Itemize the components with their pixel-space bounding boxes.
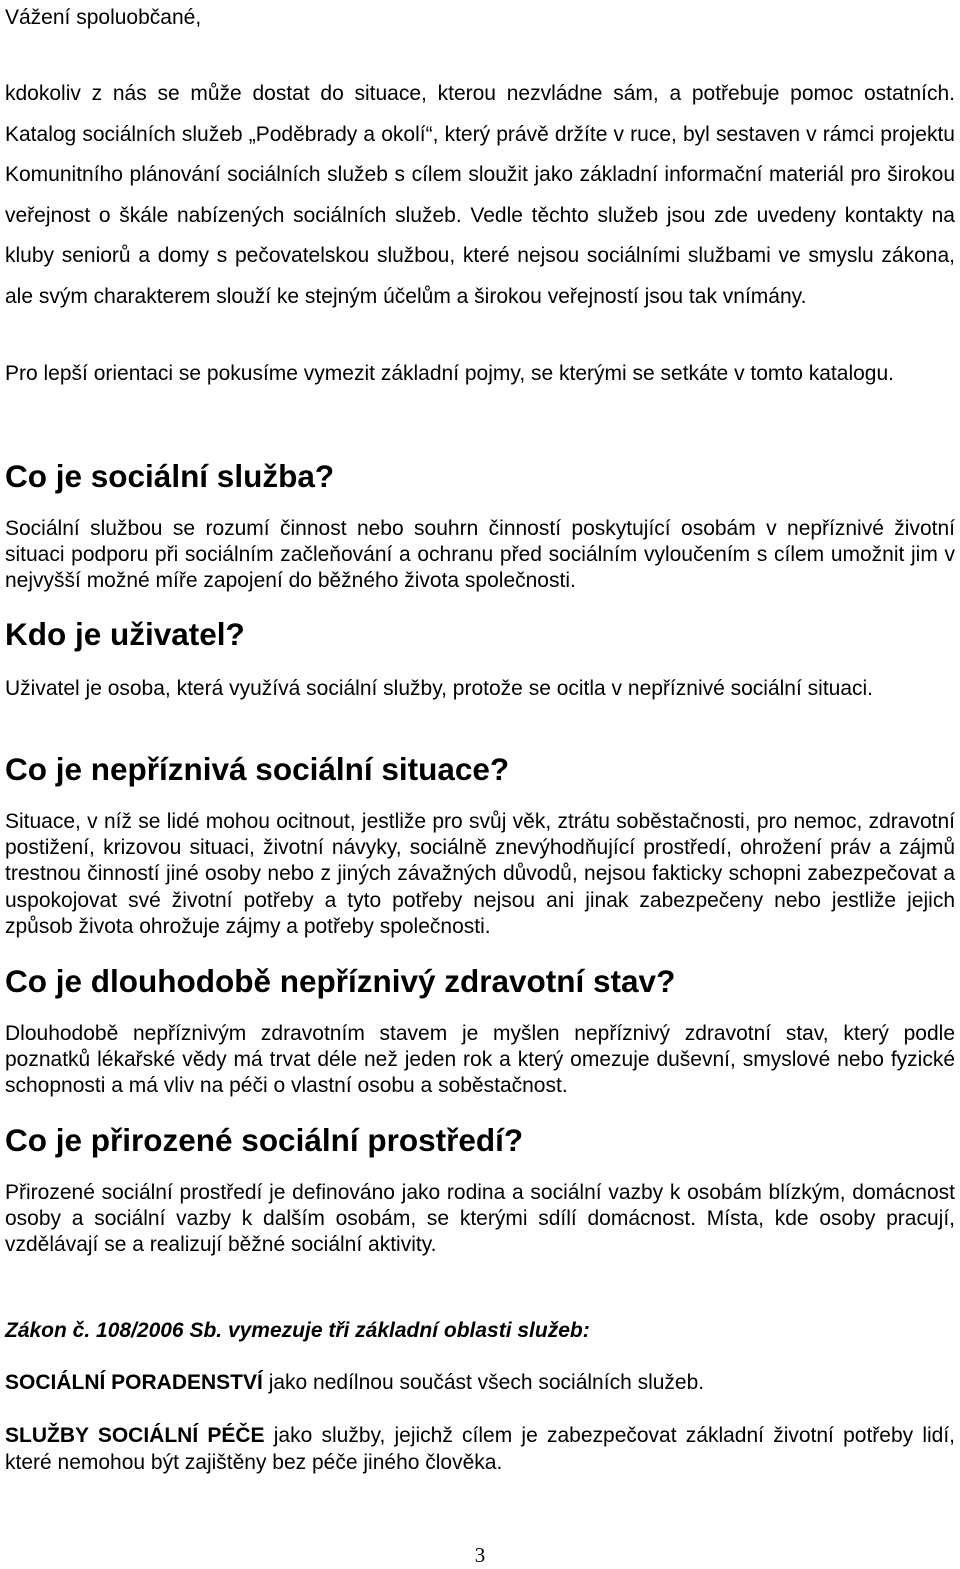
definition-adverse-social-situation: Situace, v níž se lidé mohou ocitnout, jestliže pro svůj věk, ztrátu soběstačnosti, pro nemoc, zdravotní postižení, krizovou situaci, životní návyky, sociálně znevýhodňující prostředí, ohrožení práv a zájmů trestnou činností jiné osoby nebo z jiných závažných důvodů, nejsou fakticky schopni zabezpečovat a uspokojovat své životní potřeby a tyto potřeby nejsou ani jinak zabezpečeny nebo jestliže jejich způsob života ohrožuje zájmy a potřeby společnosti. <box>5 810 955 938</box>
definition-social-service: Sociální službou se rozumí činnost nebo souhrn činností poskytující osobám v nepříznivé životní situaci podporu při sociálním začleňování a ochranu před sociálním vyloučením s cílem umožnit jim v nejvyšší možné míře zapojení do běžného života společnosti. <box>5 517 955 593</box>
service-area-name: SOCIÁLNÍ PORADENSTVÍ <box>5 1371 263 1394</box>
definition-natural-social-environment: Přirozené sociální prostředí je definováno jako rodina a sociální vazby k osobám blízkým, domácnost osoby a sociální vazby k dalším osobám, se kterými sdílí domácnost. Místa, kde osoby pracují, vzdělávají se a realizují běžné sociální aktivity. <box>5 1181 955 1257</box>
greeting: Vážení spoluobčané, <box>5 6 202 29</box>
heading-social-service: Co je sociální služba? <box>5 458 335 494</box>
definition-user: Uživatel je osoba, která využívá sociální služby, protože se ocitla v nepříznivé sociální situaci. <box>5 677 874 700</box>
service-area-care <box>5 1423 955 1476</box>
heading-user: Kdo je uživatel? <box>5 616 245 652</box>
service-area-description: jako služby, jejichž cílem je zabezpečovat základní životní potřeby lidí, které nemohou být zajištěny bez péče jiného člověka. <box>5 1424 956 1474</box>
service-area-description: jako nedílnou součást všech sociálních služeb. <box>262 1371 705 1394</box>
page-number: 3 <box>474 1543 486 1567</box>
heading-adverse-social-situation: Co je nepříznivá sociální situace? <box>5 751 510 787</box>
service-area-name: SLUŽBY SOCIÁLNÍ PÉČE <box>5 1424 265 1447</box>
intro-paragraph-orientation: Pro lepší orientaci se pokusíme vymezit základní pojmy, se kterými se setkáte v tomto katalogu. <box>5 362 894 385</box>
service-area-counselling <box>5 1370 955 1397</box>
heading-natural-social-environment: Co je přirozené sociální prostředí? <box>5 1122 524 1158</box>
intro-paragraph: kdokoliv z nás se může dostat do situace, kterou nezvládne sám, a potřebuje pomoc ostatních. Katalog sociálních služeb „Poděbrady a okolí“, který právě držíte v ruce, byl sestaven v rámci projektu Komunitního plánování sociálních služeb s cílem sloužit jako základní informační materiál pro širokou veřejnost o škále nabízených sociálních služeb. Vedle těchto služeb jsou zde uvedeny kontakty na kluby seniorů a domy s pečovatelskou službou, které nejsou sociálními službami ve smyslu zákona, ale svým charakterem slouží ke stejným účelům a širokou veřejností jsou tak vnímány. <box>5 82 955 308</box>
heading-long-term-health-condition: Co je dlouhodobě nepříznivý zdravotní stav? <box>5 963 676 999</box>
definition-long-term-health-condition: Dlouhodobě nepříznivým zdravotním stavem je myšlen nepříznivý zdravotní stav, který podle poznatků lékařské vědy má trvat déle než jeden rok a který omezuje duševní, smyslové nebo fyzické schopnosti a má vliv na péči o vlastní osobu a soběstačnost. <box>5 1022 955 1098</box>
law-title: Zákon č. 108/2006 Sb. vymezuje tři základní oblasti služeb: <box>5 1319 590 1342</box>
